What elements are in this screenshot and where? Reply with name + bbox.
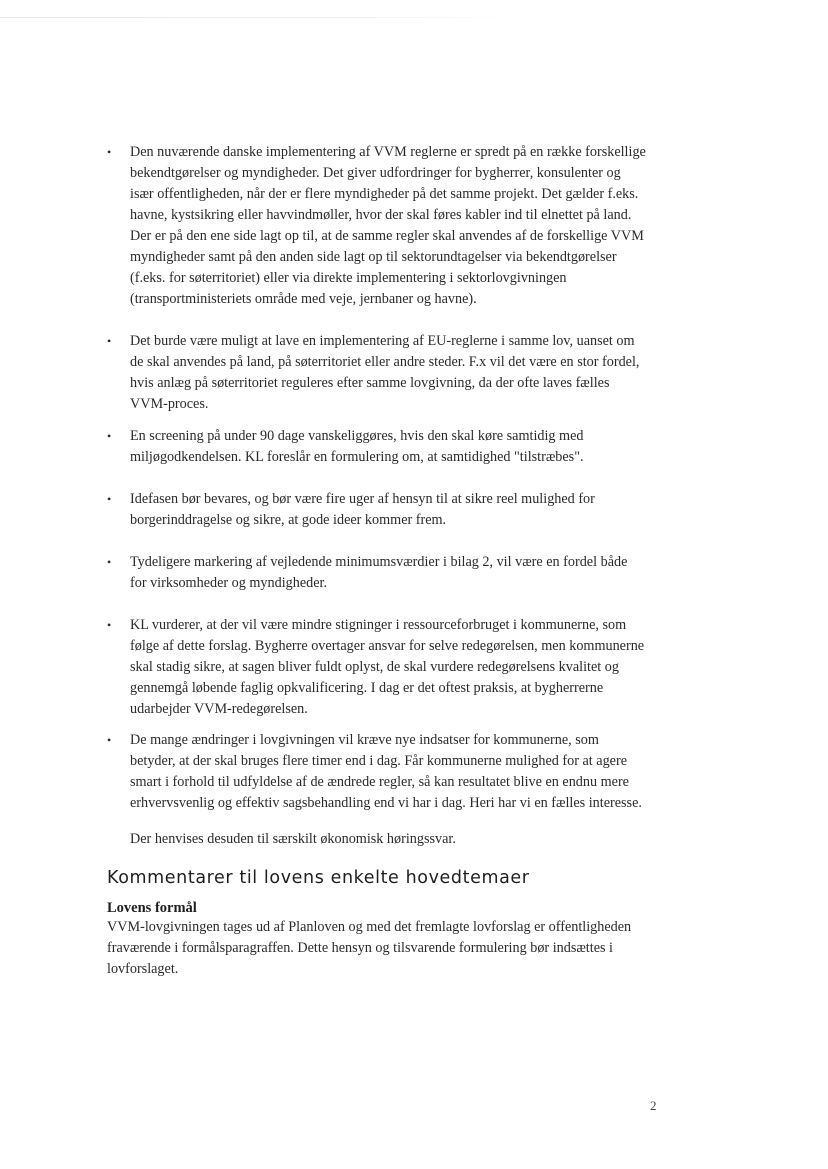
subsection-heading: Lovens formål [107, 900, 197, 916]
bullet-text: Tydeligere markering af vejledende minimumsværdier i bilag 2, vil være en fordel både for virksomheder og myndigheder. [130, 554, 628, 591]
section-heading: Kommentarer til lovens enkelte hovedtemaer [107, 868, 530, 888]
reference-text: Der henvises desuden til særskilt økonomisk høringssvar. [130, 831, 456, 847]
bullet-text: En screening på under 90 dage vanskeliggøres, hvis den skal køre samtidig med miljøgodkendelsen. KL foreslår en formulering om, at samtidighed "tilstræbes". [130, 428, 584, 465]
bullet-item [107, 426, 647, 468]
bullet-icon: • [107, 334, 112, 348]
bullet-text: KL vurderer, at der vil være mindre stigninger i ressourceforbruget i kommunerne, som følge af dette forslag. Bygherre overtager ansvar for selve redegørelsen, men kommunerne skal stadig sikre, at sagen bliver fuldt oplyst, de skal vurdere redegørelsens kvalitet og gennemgå løbende faglig opkvalificering. I dag er det oftest praksis, at bygherrerne udarbejder VVM-redegørelsen. [130, 617, 645, 717]
bullet-text: De mange ændringer i lovgivningen vil kræve nye indsatser for kommunerne, som betyder, at der skal bruges flere timer end i dag. Får kommunerne mulighed for at agere smart i forhold til udfyldelse af de ændrede regler, så kan resultatet blive en endnu mere erhvervsvenlig og effektiv sagsbehandling end vi har i dag. Heri har vi en fælles interesse. [130, 732, 642, 811]
bullet-item [107, 489, 647, 531]
bullet-icon: • [107, 429, 112, 443]
bullet-icon: • [107, 555, 112, 569]
bullet-item [107, 142, 647, 310]
bullet-text: Den nuværende danske implementering af VVM reglerne er spredt på en række forskellige bekendtgørelser og myndigheder. Det giver udfordringer for bygherrer, konsulenter og især offentligheden, når der er flere myndigheder på det samme projekt. Det gælder f.eks. havne, kystsikring eller havvindmøller, hvor der skal føres kabler ind til elnettet på land. Der er på den ene side lagt op til, at de samme regler skal anvendes af de forskellige VVM myndigheder samt på den anden side lagt op til sektorundtagelser via bekendtgørelser (f.eks. for søterritoriet) eller via direkte implementering i sektorlovgivningen (transportministeriets område med veje, jernbaner og havne). [130, 144, 646, 307]
bullet-item [107, 552, 647, 594]
bullet-item [107, 615, 647, 720]
bullet-item [107, 331, 647, 415]
bullet-item [107, 730, 647, 814]
subsection-text: VVM-lovgivningen tages ud af Planloven og med det fremlagte lovforslag er offentligheden fraværende i formålsparagraffen. Dette hensyn og tilsvarende formulering bør indsættes i lovforslaget. [107, 919, 632, 977]
bullet-text: Det burde være muligt at lave en implementering af EU-reglerne i samme lov, uanset om de skal anvendes på land, på søterritoriet eller andre steder. F.x vil det være en stor fordel, hvis anlæg på søterritoriet reguleres efter samme lovgivning, da der ofte laves fælles VVM-proces. [130, 333, 640, 412]
bullet-icon: • [107, 492, 112, 506]
bullet-icon: • [107, 733, 112, 747]
bullet-icon: • [107, 145, 112, 159]
bullet-text: Idefasen bør bevares, og bør være fire uger af hensyn til at sikre reel mulighed for borgerinddragelse og sikre, at gode ideer kommer frem. [130, 491, 595, 528]
bullet-list [107, 142, 647, 814]
page-number: 2 [650, 1098, 657, 1113]
bullet-icon: • [107, 618, 112, 632]
document-page [107, 142, 647, 980]
scan-artifact-line [0, 17, 520, 18]
